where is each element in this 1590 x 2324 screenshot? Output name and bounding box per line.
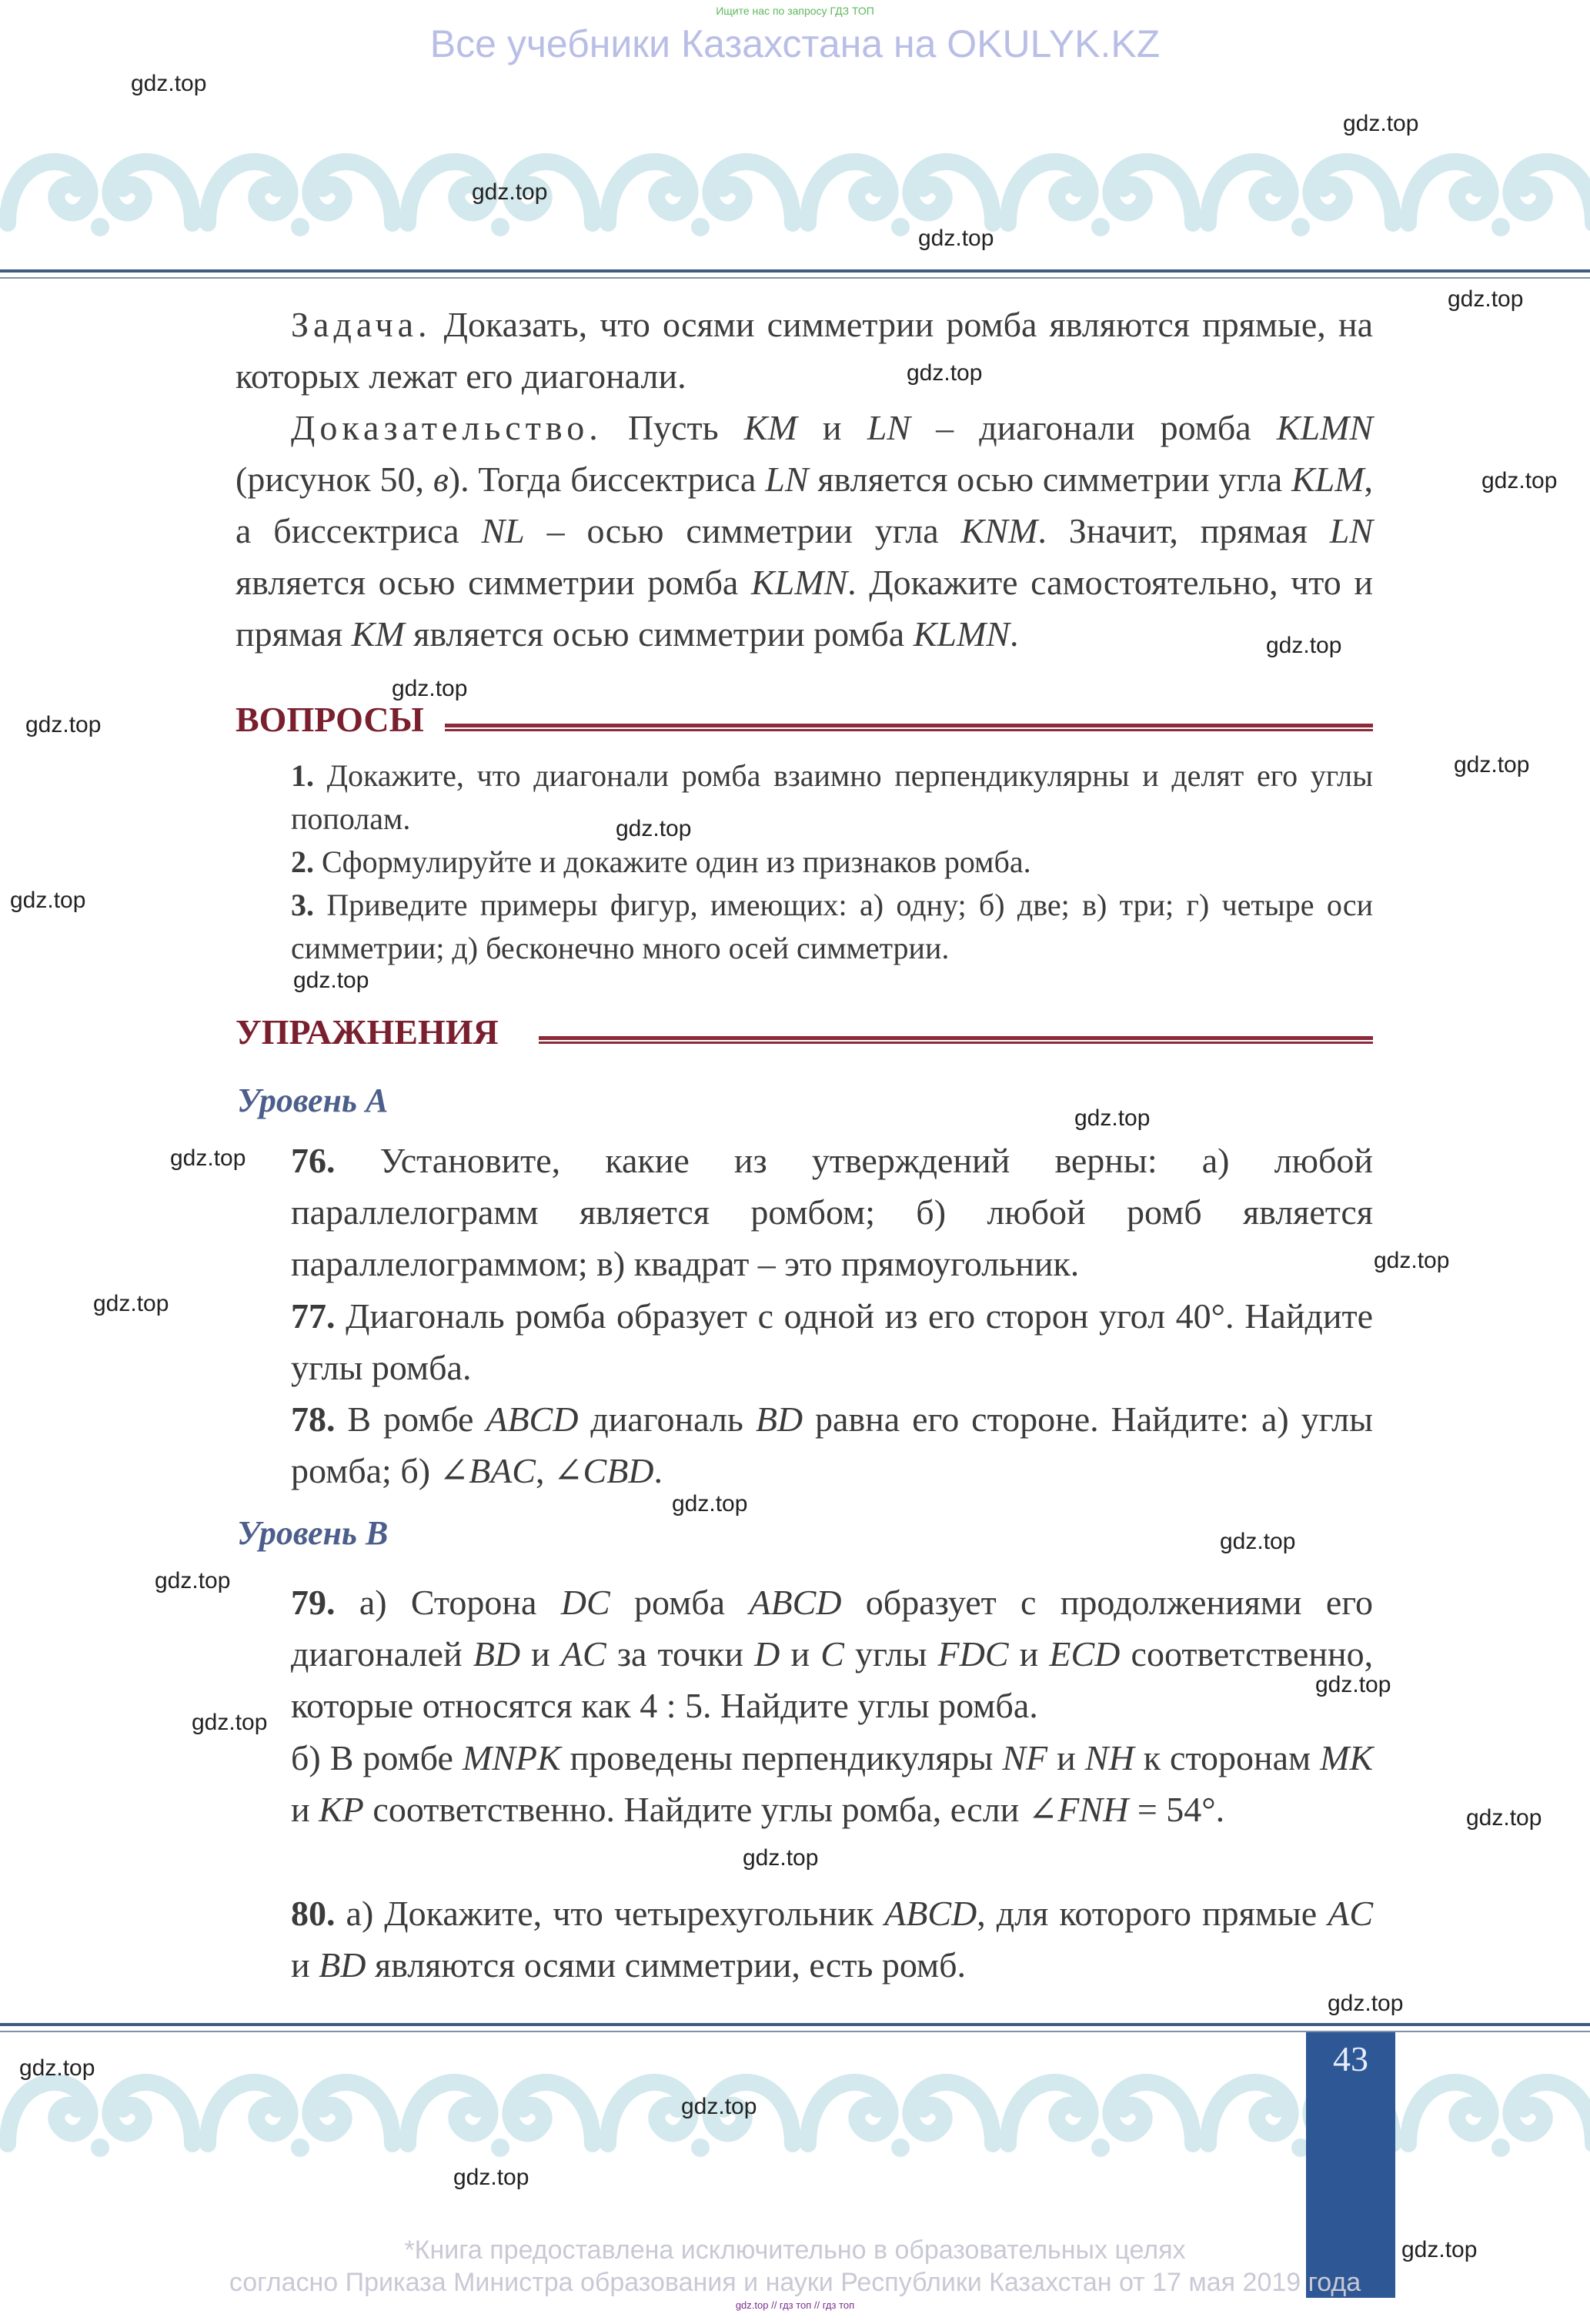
exercise-term: BD [473,1634,521,1674]
watermark: gdz.top [672,1491,748,1516]
exercise-number: 78. [291,1399,336,1439]
exercise-80 [291,1888,1373,1991]
exercise-text: и [531,1634,550,1674]
proof-text: – диагонали ромба [936,408,1251,447]
proof-text: . Докажите самостоятельно, что и прямая [235,563,1373,654]
question-number: 3. [291,888,314,922]
exercise-term: C [820,1634,844,1674]
watermark: gdz.top [1266,633,1342,658]
watermark: gdz.top [472,179,548,205]
exercise-text: и [291,1790,310,1829]
exercise-number: 77. [291,1296,336,1336]
watermark: gdz.top [155,1568,231,1593]
exercise-text: , [535,1451,545,1490]
exercise-text: Установите, какие из утверждений верны: а) любой параллелограмм является ромбом; б) любой ромб является параллелограммом; в) квадрат – это прямоугольник. [291,1141,1373,1283]
exercise-term: ∠CBD [553,1451,654,1490]
exercise-text: . [653,1451,663,1490]
question-text: Приведите примеры фигур, имеющих: а) одну; б) две; в) три; г) четыре оси симметрии; д) бесконечно много осей симметрии. [291,888,1374,965]
watermark: gdz.top [1220,1529,1296,1554]
watermark: gdz.top [907,360,983,386]
watermark: gdz.top [1374,1248,1450,1273]
exercise-text: , для которого прямые [977,1894,1318,1933]
exercise-term: NH [1084,1738,1134,1777]
proof-text: , а биссектриса [235,460,1374,550]
footnote-line-1: *Книга предоставлена исключительно в образовательных целях [404,2235,1186,2265]
watermark: gdz.top [1448,286,1524,312]
proof-term: KLMN [1276,408,1374,447]
exercise-term: KP [319,1790,364,1829]
exercise-term: ABCD [486,1399,579,1439]
proof-text: является осью симметрии ромба [235,563,739,602]
proof-term: LN [765,460,809,499]
exercise-term: D [754,1634,780,1674]
proof-term: NL [481,511,525,550]
watermark: gdz.top [681,2094,757,2119]
exercise-number: 76. [291,1141,336,1180]
task-paragraph [235,299,1373,402]
proof-text: Пусть [627,408,719,447]
task-label: Задача. [291,305,432,344]
watermark: gdz.top [10,888,86,913]
exercise-term: ABCD [749,1583,842,1622]
top-hint: Ищите нас по запросу ГДЗ ТОП [716,5,874,17]
exercise-text: соответственно, которые относятся как 4 : 5. Найдите углы ромба. [291,1634,1374,1725]
proof-text: является осью симметрии ромба [413,614,905,654]
exercise-76 [291,1135,1373,1289]
watermark: gdz.top [453,2165,529,2190]
exercise-term: MNPK [462,1738,561,1777]
level-a-heading: Уровень А [237,1082,389,1119]
exercise-text: и [291,1945,310,1985]
footnote-line-2: согласно Приказа Министра образования и науки Республики Казахстан от 17 мая 2019 года [229,2268,1361,2297]
exercise-text: Диагональ ромба образует с одной из его сторон угол 40°. Найдите углы ромба. [291,1296,1373,1387]
exercise-text: являются осями симметрии, есть ромб. [374,1945,967,1985]
exercise-text: проведены перпендикуляры [570,1738,994,1777]
watermark: gdz.top [93,1291,169,1316]
exercise-text: В ромбе [347,1399,474,1439]
exercise-number: 80. [291,1894,336,1933]
exercise-text: диагональ [590,1399,743,1439]
task-text: Доказать, что осями симметрии ромба являются прямые, на которых лежат его диагонали. [235,305,1373,396]
questions-rule [445,724,1373,731]
exercise-term: BD [319,1945,366,1985]
question-number: 2. [291,844,314,879]
proof-text: . Значит, прямая [1037,511,1308,550]
proof-term: KLMN [750,563,848,602]
watermark: gdz.top [1315,1672,1391,1697]
exercise-term: ABCD [884,1894,977,1933]
exercise-number: 79. [291,1583,336,1622]
watermark: gdz.top [131,71,207,96]
watermark: gdz.top [1481,468,1558,493]
exercise-text: ромба [634,1583,726,1622]
question-text: Докажите, что диагонали ромба взаимно перпендикулярны и делят его углы пополам. [291,758,1374,836]
question-item [291,754,1373,841]
exercise-term: MK [1320,1738,1374,1777]
watermark: gdz.top [616,816,692,841]
exercise-text: и [1019,1634,1039,1674]
exercise-term: BD [755,1399,803,1439]
exercise-text: соответственно. Найдите углы ромба, если [372,1790,1020,1829]
proof-text: и [822,408,842,447]
proof-term: LN [867,408,910,447]
proof-term: KM [743,408,797,447]
exercise-term: ∠FNH [1027,1790,1129,1829]
questions-title: ВОПРОСЫ [235,700,424,739]
top-band-line-thin [0,277,1590,279]
watermark: gdz.top [293,968,369,993]
proof-term: LN [1329,511,1374,550]
proof-text: является осью симметрии угла [817,460,1283,499]
watermark: gdz.top [1454,752,1530,777]
proof-text: ). Тогда биссектриса [448,460,757,499]
exercise-text: а) Сторона [359,1583,537,1622]
exercise-text: а) Докажите, что четырехугольник [346,1894,874,1933]
proof-paragraph [235,402,1373,660]
watermark: gdz.top [19,2055,95,2081]
page-number: 43 [1333,2039,1368,2078]
exercise-text: б) В ромбе [291,1738,453,1777]
exercise-79b [291,1732,1373,1835]
exercise-term: ECD [1049,1634,1121,1674]
exercises-rule [539,1036,1373,1044]
exercise-term: DC [560,1583,610,1622]
watermark: gdz.top [25,712,102,737]
question-item [291,884,1373,970]
exercise-77 [291,1290,1373,1393]
watermark: gdz.top [743,1845,819,1871]
watermark: gdz.top [1074,1105,1151,1131]
level-b-heading: Уровень В [237,1514,389,1552]
watermark: gdz.top [392,676,468,701]
proof-term: KNM [960,511,1038,550]
exercise-term: ∠BAC [439,1451,536,1490]
question-item [291,841,1373,884]
proof-term: KLMN [913,614,1010,654]
watermark: gdz.top [1401,2237,1478,2262]
question-text: Сформулируйте и докажите один из признаков ромба. [322,844,1031,879]
bottom-band-line [0,2023,1590,2026]
exercise-78 [291,1393,1373,1496]
proof-label: Доказательство. [291,408,603,447]
watermark: gdz.top [192,1710,268,1735]
question-number: 1. [291,758,314,793]
proof-term: KM [351,614,405,654]
top-band-line [0,269,1590,273]
watermark: gdz.top [1328,1991,1404,2016]
exercise-text: и [790,1634,810,1674]
exercise-term: NF [1002,1738,1048,1777]
exercise-term: AC [560,1634,606,1674]
watermark: gdz.top [1466,1805,1542,1831]
exercise-text: к сторонам [1143,1738,1311,1777]
bottom-links[interactable]: gdz.top // гдз топ // гдз топ [735,2299,855,2311]
proof-text: . [1010,614,1019,654]
watermark: gdz.top [918,226,994,251]
exercise-term: AC [1328,1894,1374,1933]
top-ornament-band [0,131,1590,246]
exercise-text: и [1057,1738,1076,1777]
exercise-79 [291,1577,1373,1731]
watermark: gdz.top [1343,111,1419,136]
exercise-text: равна его стороне. Найдите: а) углы ромба; б) [291,1399,1374,1490]
proof-term: в [433,460,449,499]
proof-text: (рисунок 50, [235,460,425,499]
exercise-term: FDC [937,1634,1009,1674]
exercise-text: образует с продолжениями его диагоналей [291,1583,1373,1674]
exercise-text: за точки [616,1634,743,1674]
exercise-text: углы [855,1634,927,1674]
exercises-title: УПРАЖНЕНИЯ [235,1012,499,1052]
exercise-text: = 54°. [1137,1790,1225,1829]
proof-text: – осью симметрии угла [546,511,939,550]
watermark: gdz.top [170,1145,246,1171]
proof-term: KLM [1291,460,1365,499]
site-title[interactable]: Все учебники Казахстана на OKULYK.KZ [429,22,1161,65]
